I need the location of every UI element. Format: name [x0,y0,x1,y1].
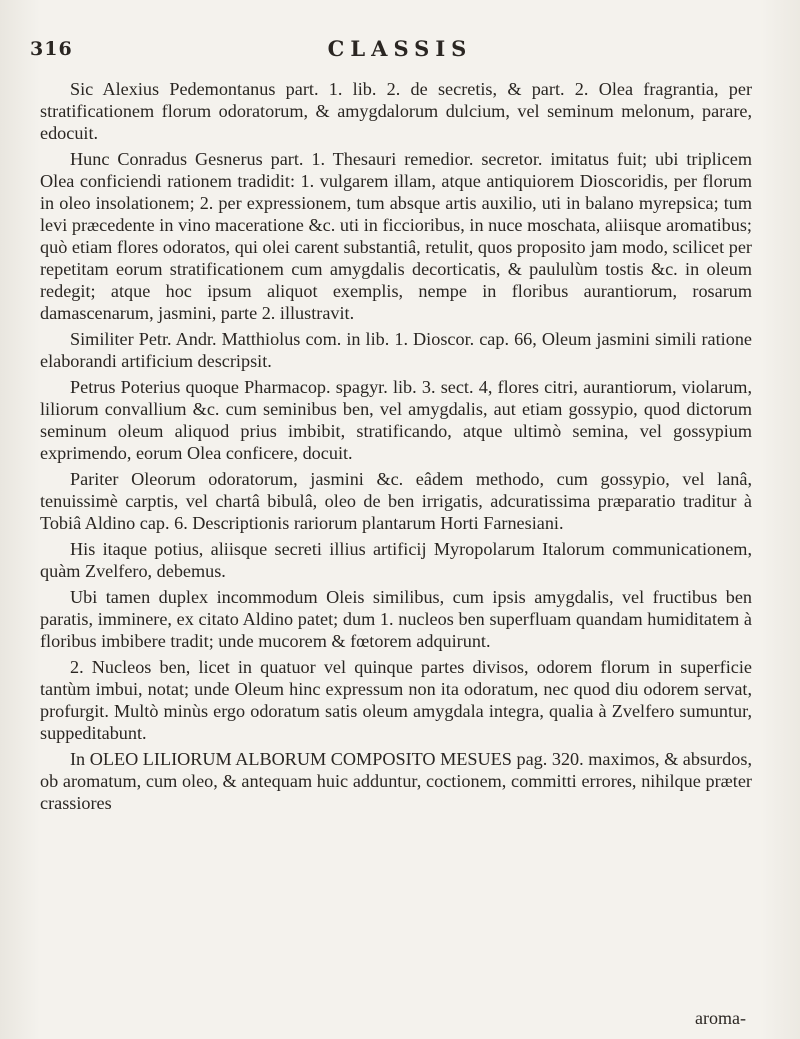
catchword: aroma- [695,1008,746,1028]
page-number: 316 [30,38,73,60]
paragraph-poterius: Petrus Poterius quoque Pharmacop. spagyr. lib. 3. sect. 4, flores citri, aurantiorum, violarum, liliorum convallium &c. cum seminibus ben, vel amygdalis, aut etiam gossypio, quod dictorum seminum oleum aliquod prius imbibit, stratificando, atque ultimò semina, vel gossypium exprimendo, eorum Olea conficere, docuit. [40,377,752,463]
paragraph-gesnerus: Hunc Conradus Gesnerus part. 1. Thesauri remedior. secretor. imitatus fuit; ubi triplicem Olea conficiendi rationem tradidit: 1. vulgarem illam, atque antiquiorem Dioscoridis, per florum in oleo insolationem; 2. per expressionem, tum absque artis auxilio, uti in balano myrepsica; tum levi præcedente in vino maceratione &c. uti in ficcioribus, in nuce moschata, aliisque aromatibus; quò etiam flores odoratos, qui olei carent substantiâ, retulit, quos proposito jam modo, scilicet per repetitam eorum stratificationem cum amygdalis decorticatis, & paululùm tostis &c. in oleum redegit; atque hoc ipsum aliquot exemplis, nempe in floribus aurantiorum, rosarum damascenarum, jasmini, parte 2. illustravit. [40,149,752,323]
paragraph-myropolae: His itaque potius, aliisque secreti illius artificij Myropolarum Italorum communicationem, quàm Zvelfero, debemus. [40,539,752,581]
paragraph-nucleos: 2. Nucleos ben, licet in quatuor vel quinque partes divisos, odorem florum in superficie tantùm imbui, notat; unde Oleum hinc expressum non ita odoratum, nec quod diu odorem servat, profurgit. Multò minùs ergo odoratum satis oleum amygdala integra, qualia à Zvelfero sumuntur, suppeditabunt. [40,657,752,743]
paragraph-matthiolus: Similiter Petr. Andr. Matthiolus com. in lib. 1. Dioscor. cap. 66, Oleum jasmini simili ratione elaborandi artificium descripsit. [40,329,752,371]
running-title: CLASSIS [327,36,473,61]
page-header [0,30,800,70]
paragraph-incommodum: Ubi tamen duplex incommodum Oleis similibus, cum ipsis amygdalis, vel fructibus ben paratis, imminere, ex citato Aldino patet; dum 1. nucleos ben superfluam quandam humiditatem à floribus imbibere tradit; unde mucorem & fœtorem adquirunt. [40,587,752,651]
paragraph-aldinus: Pariter Oleorum odoratorum, jasmini &c. eâdem methodo, cum gossypio, vel lanâ, tenuissimè carptis, vel chartâ bibulâ, oleo de ben irrigatis, adcuratissima præparatio traditur à Tobiâ Aldino cap. 6. Descriptionis rariorum plantarum Horti Farnesiani. [40,469,752,533]
paragraph-alexius: Sic Alexius Pedemontanus part. 1. lib. 2. de secretis, & part. 2. Olea fragrantia, per stratificationem florum odoratorum, & amygdalorum dulcium, vel seminum melonum, parare, edocuit. [40,79,752,143]
body-text [40,78,752,818]
paragraph-oleum-liliorum: In OLEO LILIORUM ALBORUM COMPOSITO MESUES pag. 320. maximos, & absurdos, ob aromatum, cum oleo, & antequam huic adduntur, coctionem, committi errores, nihilque præter crassiores [40,749,752,813]
